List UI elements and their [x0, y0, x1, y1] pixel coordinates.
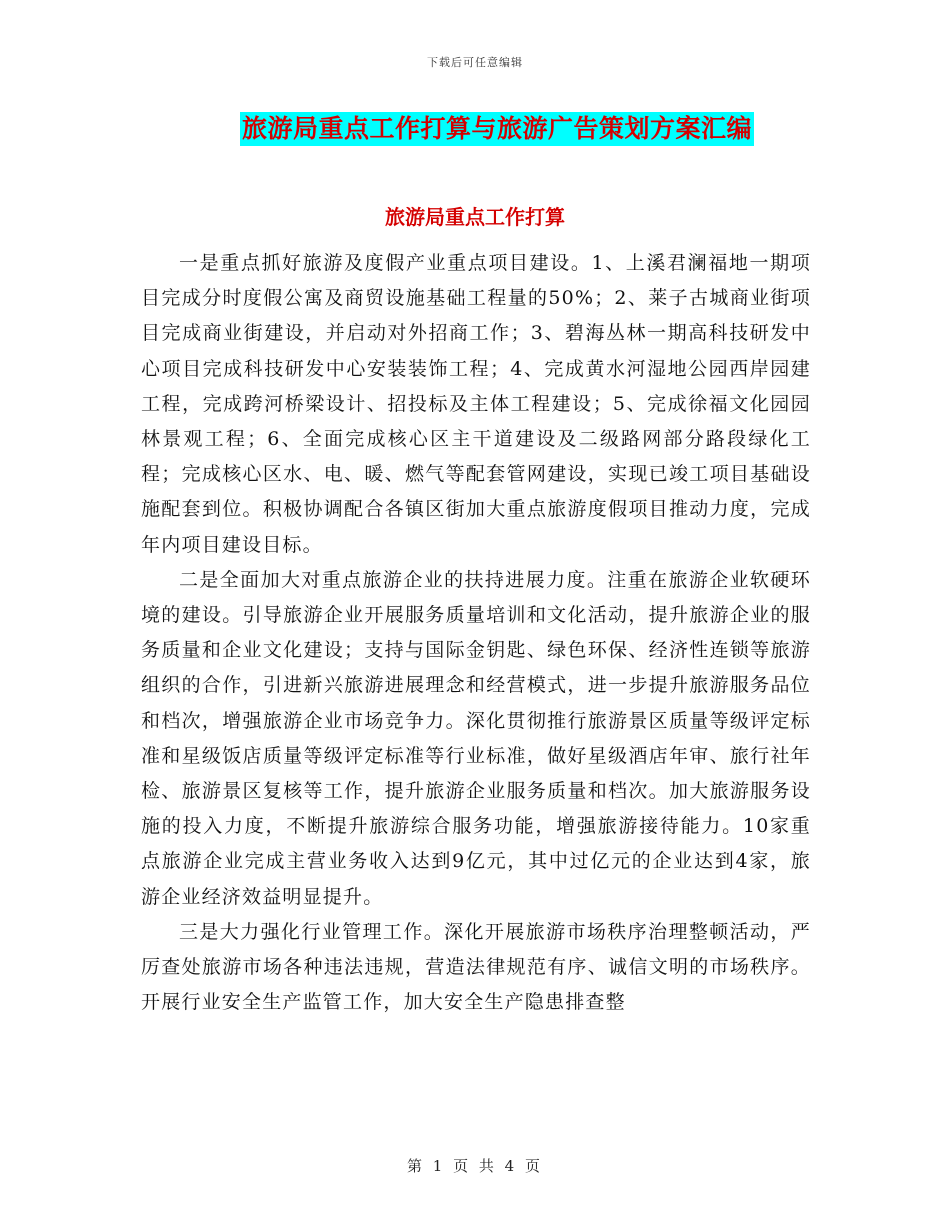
- page-footer: 第 1 页 共 4 页: [407, 1157, 543, 1175]
- body-text: [141, 246, 811, 1020]
- paragraph: 一是重点抓好旅游及度假产业重点项目建设。1、上溪君澜福地一期项目完成分时度假公寓及商贸设施基础工程量的50%；2、莱子古城商业街项目完成商业街建设，并启动对外招商工作；3、碧海丛林一期高科技研发中心项目完成科技研发中心安装装饰工程；4、完成黄水河湿地公园西岸园建工程，完成跨河桥梁设计、招投标及主体工程建设；5、完成徐福文化园园林景观工程；6、全面完成核心区主干道建设及二级路网部分路段绿化工程；完成核心区水、电、暖、燃气等配套管网建设，实现已竣工项目基础设施配套到位。积极协调配合各镇区街加大重点旅游度假项目推动力度，完成年内项目建设目标。: [141, 252, 811, 556]
- paragraph: 二是全面加大对重点旅游企业的扶持进展力度。注重在旅游企业软硬环境的建设。引导旅游企业开展服务质量培训和文化活动，提升旅游企业的服务质量和企业文化建设；支持与国际金钥匙、绿色环保、经济性连锁等旅游组织的合作，引进新兴旅游进展理念和经营模式，进一步提升旅游服务品位和档次，增强旅游企业市场竞争力。深化贯彻推行旅游景区质量等级评定标准和星级饭店质量等级评定标准等行业标准，做好星级酒店年审、旅行社年检、旅游景区复核等工作，提升旅游企业服务质量和档次。加大旅游服务设施的投入力度，不断提升旅游综合服务功能，增强旅游接待能力。10家重点旅游企业完成主营业务收入达到9亿元，其中过亿元的企业达到4家，旅游企业经济效益明显提升。: [141, 568, 811, 908]
- main-title: 旅游局重点工作打算与旅游广告策划方案汇编: [240, 112, 754, 146]
- main-title-container: [0, 112, 950, 146]
- section-title: 旅游局重点工作打算: [385, 205, 565, 229]
- paragraph: 三是大力强化行业管理工作。深化开展旅游市场秩序治理整顿活动，严厉查处旅游市场各种违法违规，营造法律规范有序、诚信文明的市场秩序。开展行业安全生产监管工作，加大安全生产隐患排查整: [141, 920, 811, 1014]
- header-note: 下载后可任意编辑: [427, 56, 523, 69]
